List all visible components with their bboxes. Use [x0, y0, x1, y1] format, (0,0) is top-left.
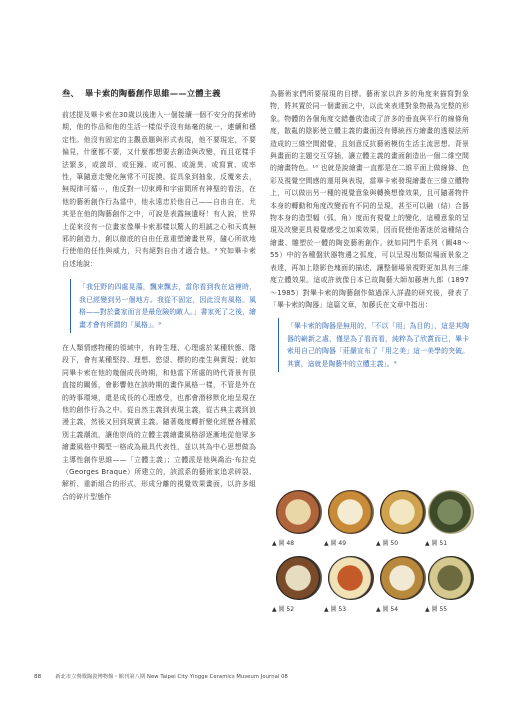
journal-title: 新北市立鶯歌陶瓷博物館・館刊第八期 New Taipei City Yingge Ceramics Museum Journal 08 — [55, 674, 288, 680]
figure-image — [276, 556, 322, 600]
section-title: 畢卡索的陶藝創作思維——立體主義 — [84, 88, 221, 98]
figure-caption: ▲ 圖 51 — [425, 540, 448, 547]
figure-caption: ▲ 圖 50 — [376, 540, 399, 547]
right-quote: 「畢卡索的陶器是無用的，「不以「用」為目的」，這是其陶器的嶄新之處，僅是為了看而看，純粹為了欣賞而已，畢卡索用自己的陶器「莊嚴宣布了「用之美」這一美學的突破。其實，這就是陶藝中的立體主義」。⁹ — [278, 318, 469, 372]
page-footer — [34, 673, 288, 680]
figure-image — [328, 556, 374, 600]
section-heading — [62, 88, 256, 99]
figure-caption: ▲ 圖 52 — [272, 606, 295, 613]
left-column — [62, 88, 256, 503]
figure-caption: ▲ 圖 55 — [425, 606, 448, 613]
right-column — [270, 88, 469, 386]
left-paragraph-1: 前述提及畢卡索在30歲以後進入一個接續一個不安分的探索時期，他的作品和他的生活一樣似乎沒有絲毫的統一、連續和穩定性。他沒有固定的主觀意題與形式表現，他不要現定，不要偏見，什麼都不要，又什麼都想要去創造與改變，而且花樣手法繁多，或激昂、或狂躁、或可親、或詭異、或寫實、或率性，筆隨意走變化無常不可捉摸。從具象到抽象，反覆來去，無規律可循⋯，他反對一切束縛和宇宙間所有神聖的看法，在他的藝術創作行為當中，他永遠忠於他自己——自由自在，尤其是在他的陶藝創作之中，可說是表露無遺呀！有人說，世界上從來沒有一位畫家像畢卡索那樣以驚人的坦誠之心和天真無邪的創造力，創以徹底的自由任意重塑繪畫世界，隨心所欲地行使他的任性與威力，只有絕對自由才適合他。⁹ 究如畢卡索自述地說： — [62, 111, 256, 268]
figure-image — [276, 490, 322, 534]
figure-caption: ▲ 圖 54 — [376, 606, 399, 613]
figure-image — [428, 556, 474, 600]
figure-caption: ▲ 圖 48 — [272, 540, 295, 547]
figure-caption: ▲ 圖 49 — [324, 540, 347, 547]
left-quote: 「我狂野的四處晃蕩，飄來飄去，當你看到我在這裡時，我已經變到另一個地方。我從不固定，因此沒有風格。風格——對於畫家而言是最危險的敵人。」書家死了之後，繪畫才會有所謂的「風格」。⁹ — [70, 279, 256, 333]
figure-image — [380, 556, 426, 600]
figure-image — [380, 490, 426, 534]
left-paragraph-2: 在人類情感物種的領域中，有時生理、心理處於某種狀態、階段下，會有某種堅持、理想、慾望、標的的產生與實現；就如同畢卡索在他的幾個成長時期，和他當下所處的時代背景有很直接的關係，會影響他在該時期的畫作風格一樣，不管是外在的時事環境，還是成長的心理感受，也都會潛移默化地呈現在他的創作行為之中。從自然主義到表現主義，從古典主義到浪漫主義，然後又回到現實主義。隨著幾度轉折變化經歷各種派別主義潮流，讓他崇尚的立體主義繪畫風格卻逐漸地從他眾多繪畫風格中獨堅一格成為最具代表性，並以其為中心思想做為主導性創作思維——「立體主義」；立體派是他與喬治·布拉克（Georges Braque）所建立的，該派系的藝術家追求碎裂、解析、重新組合的形式，形成分離的視覺效果畫面，以許多組合的碎片型態作 — [62, 343, 256, 501]
figure-image — [428, 490, 474, 534]
right-paragraph-1: 為藝術家們所要展現的目標。藝術家以許多的角度來描寫對象物，將其置於同一個畫面之中，以此來表達對象物最為完整的形象。物體的各個角度交錯疊放造成了許多的垂直與平行的線條角度，散亂的陰影使立體主義的畫面沒有傳統西方繪畫的透視法所造成的三維空間錯覺，且刻意反抗藝術模仿生活主流思想。背景與畫面的主題交互穿插，讓立體主義的畫面創造出一個二維空間的繪畫特色。¹⁰ 也就是說繪畫一直都是在二維平面上做線條、色彩及視覺空間感的運用與表現，當畢卡索發現繪畫在三維立體物上，可以做出另一種的視覺意象與轉換想像效果，且可隨著物件本身的轉動和角度改變而有不同的呈現，甚至可以融（結）合器物本身的造型幅（弧，角）度而有視覺上的變化，這種意象的呈現及改變更具視覺感受之加乘效果，因而促使他著迷於這種結合繪畫、雕塑於一體的陶瓷藝術創作。就如同門牛系列（圖48～55）中的各種盤狀器物邊之弧度，可以呈現出類似場面景象之表達，再加上陰影色塊面的描述，讓整個場景視野更加具有三維度立體效果。這或許就像日本已故陶藝大師加藤唐九郎（1897～1985）對畢卡索的陶藝創作做過深入詳盡的研究後，發表了「畢卡索的陶器」這篇文章，加藤氏在文章中指出： — [270, 90, 469, 309]
figure-caption: ▲ 圖 53 — [324, 606, 347, 613]
section-number: 叁、 — [62, 88, 79, 98]
page-number: 88 — [34, 674, 42, 680]
figure-image — [328, 490, 374, 534]
